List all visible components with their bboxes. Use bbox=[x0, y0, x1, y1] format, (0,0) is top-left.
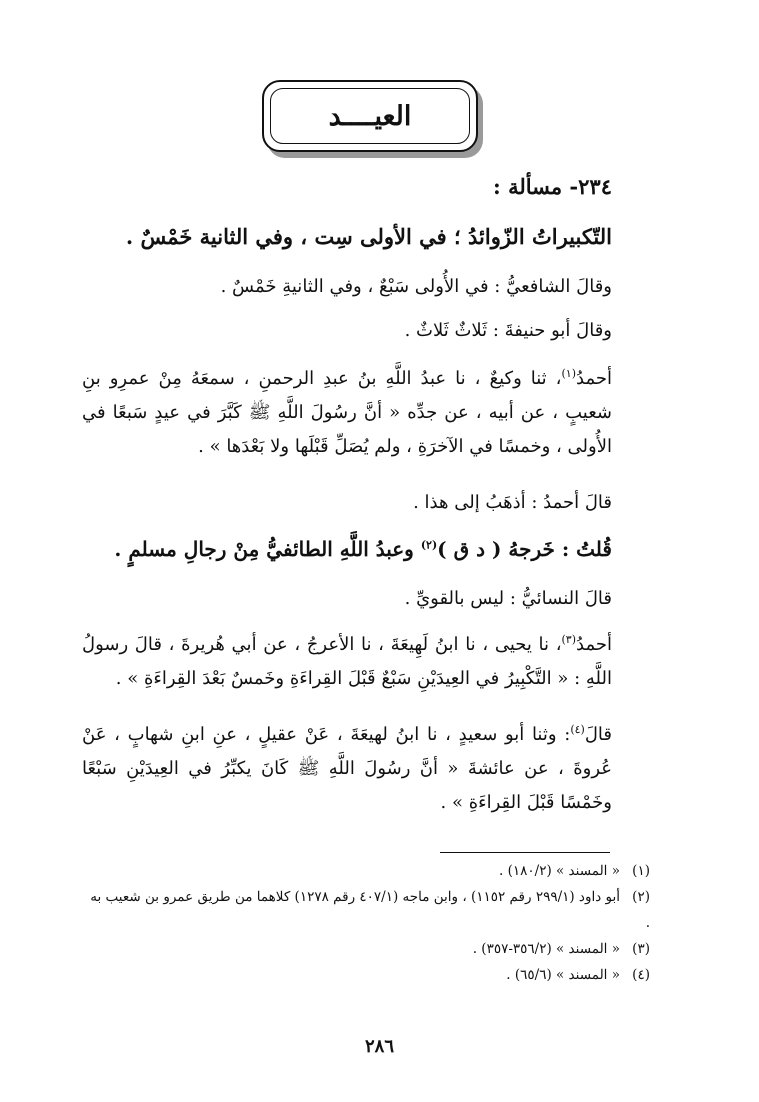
page-number: ٢٨٦ bbox=[364, 1036, 394, 1057]
footnote-divider bbox=[440, 852, 610, 853]
qultu-text-a: قُلتُ : خَرجهُ ( د ق ) bbox=[437, 537, 612, 561]
footnote-number: (١) bbox=[632, 863, 650, 879]
abu-hanifa-opinion: وقالَ أبو حنيفةَ : ثَلاثٌ ثَلاثٌ . bbox=[404, 320, 612, 341]
hadith-3 bbox=[82, 718, 612, 820]
question-heading: ٢٣٤- مسألة : bbox=[493, 174, 612, 199]
ahmad-said: قالَ أحمدُ : أذهَبُ إلى هذا . bbox=[413, 492, 612, 513]
hadith-3-narrator: قالَ bbox=[584, 724, 612, 745]
footnotes bbox=[82, 858, 650, 988]
hadith-1-narrator: أحمدُ bbox=[576, 368, 612, 389]
nasai-said: قالَ النسائيُّ : ليس بالقويِّ . bbox=[404, 588, 612, 609]
footnote-text: أبو داود (٢٩٩/١ رقم ١١٥٢) ، وابن ماجه (٤٠٧/١ رقم ١٢٧٨) كلاهما من طريق عمرو بن شعيب به . bbox=[90, 889, 650, 931]
hadith-1-text: ، ثنا وكيعٌ ، نا عبدُ اللَّهِ بنُ عبدِ الرحمنِ ، سمعَهُ مِنْ عمرِو بنِ شعيبٍ ، عن أبيه ، عن جدِّه « أنَّ رسُولَ اللَّهِ ﷺ كَبَّرَ في عيدٍ سَبعًا في الأُولى ، وخمسًا في الآخرَةِ ، ولم يُصَلِّ قَبْلَها ولا بَعْدَها » . bbox=[82, 368, 612, 457]
hadith-1 bbox=[82, 362, 612, 464]
hadith-2 bbox=[82, 628, 612, 696]
footnote-2 bbox=[82, 884, 650, 936]
chapter-title-inner-frame bbox=[270, 88, 470, 144]
footnote-number: (٢) bbox=[632, 889, 650, 905]
shafii-opinion: وقالَ الشافعيُّ : في الأُولى سَبْعٌ ، وفي الثانيةِ خَمْسٌ . bbox=[220, 276, 612, 297]
footnote-text: « المسند » (٦٥/٦) . bbox=[506, 967, 620, 983]
chapter-title-frame bbox=[262, 80, 478, 152]
footnote-1 bbox=[82, 858, 650, 884]
qultu-statement bbox=[82, 532, 612, 566]
hadith-2-text: ، نا يحيى ، نا ابنُ لَهِيعَةَ ، نا الأعرجُ ، عن أبي هُريرةَ ، قالَ رسولُ اللَّهِ : « التَّكْبِيرُ في العِيدَيْنِ سَبْعٌ قَبْلَ القِراءَةِ وخَمسٌ بَعْدَ القِراءَةِ » . bbox=[82, 634, 612, 689]
footnote-4 bbox=[82, 962, 650, 988]
chapter-title: العيــــد bbox=[328, 100, 412, 132]
footnote-ref-2[interactable]: (٢) bbox=[420, 538, 438, 552]
footnote-text: « المسند » (٣٥٦/٢-٣٥٧) . bbox=[472, 941, 620, 957]
qultu-text-b: وعبدُ اللَّهِ الطائفيُّ مِنْ رجالِ مسلمٍ . bbox=[114, 537, 421, 561]
footnote-3 bbox=[82, 936, 650, 962]
footnote-number: (٤) bbox=[632, 967, 650, 983]
footnote-ref-1[interactable]: (١) bbox=[561, 367, 577, 380]
footnote-ref-4[interactable]: (٤) bbox=[570, 723, 585, 736]
footnote-text: « المسند » (١٨٠/٢) . bbox=[499, 863, 620, 879]
hadith-2-narrator: أحمدُ bbox=[576, 634, 612, 655]
footnote-number: (٣) bbox=[632, 941, 650, 957]
footnote-ref-3[interactable]: (٣) bbox=[561, 633, 577, 646]
hadith-3-text: : وثنا أبو سعيدٍ ، نا ابنُ لهيعَةَ ، عَنْ عقيلٍ ، عنِ ابنِ شهابٍ ، عَنْ عُروةَ ، عن عائشةَ « أنَّ رسُولَ اللَّهِ ﷺ كَانَ يكبِّرُ في العِيدَيْنِ سَبْعًا وخَمْسًا قَبْلَ القِراءَةِ » . bbox=[82, 724, 612, 813]
main-statement: التّكبيراتُ الزّوائدُ ؛ في الأولى سِت ، وفي الثانية خَمْسٌ . bbox=[125, 224, 612, 249]
